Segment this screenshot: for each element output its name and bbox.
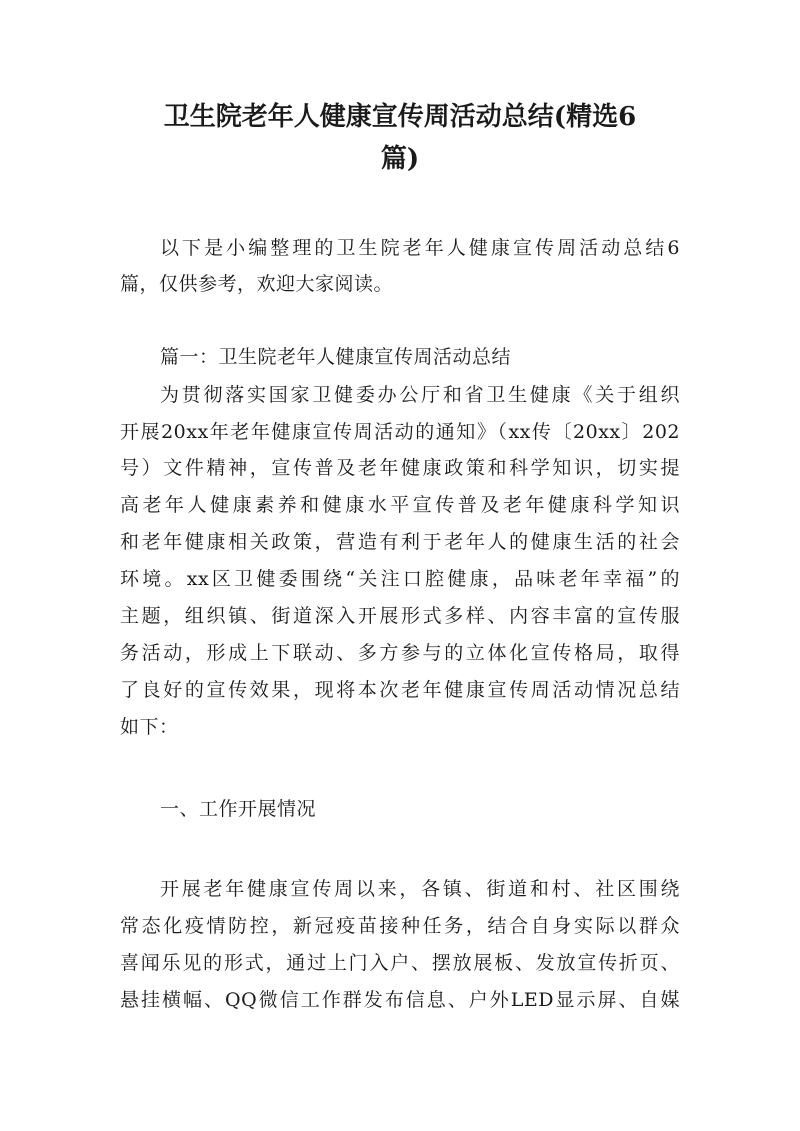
section1-paragraph-line: 了良好的宣传效果，现将本次老年健康宣传周活动情况总结 [120, 679, 680, 701]
section2-paragraph-line: 悬挂横幅、QQ微信工作群发布信息、户外LED显示屏、自媒 [120, 989, 680, 1011]
section1-paragraph-line: 务活动，形成上下联动、多方参与的立体化宣传格局，取得 [120, 642, 680, 664]
section2-paragraph-line: 开展老年健康宣传周以来，各镇、街道和村、社区围绕 [160, 878, 680, 900]
intro-line-2: 篇，仅供参考，欢迎大家阅读。 [120, 273, 394, 295]
subheading-work-situation: 一、工作开展情况 [160, 798, 317, 820]
section1-paragraph-line: 环境。xx区卫健委围绕“关注口腔健康，品味老年幸福”的 [120, 568, 680, 590]
section1-paragraph-line: 如下： [120, 716, 179, 738]
section1-paragraph-line: 开展20xx年老年健康宣传周活动的通知》（xx传〔20xx〕202 [120, 421, 680, 443]
section1-paragraph-line: 号）文件精神，宣传普及老年健康政策和科学知识，切实提 [120, 457, 680, 479]
section2-paragraph-line: 喜闻乐见的形式，通过上门入户、摆放展板、发放宣传折页、 [120, 952, 680, 974]
intro-line-1: 以下是小编整理的卫生院老年人健康宣传周活动总结6 [160, 237, 680, 259]
section1-heading: 篇一：卫生院老年人健康宣传周活动总结 [160, 346, 512, 368]
section1-paragraph-line: 为贯彻落实国家卫健委办公厅和省卫生健康《关于组织 [160, 384, 680, 406]
document-title-line-1: 卫生院老年人健康宣传周活动总结(精选6 [163, 102, 637, 132]
section2-paragraph-line: 常态化疫情防控，新冠疫苗接种任务，结合自身实际以群众 [120, 915, 680, 937]
section1-paragraph-line: 和老年健康相关政策，营造有利于老年人的健康生活的社会 [120, 531, 680, 553]
section1-paragraph-line: 主题，组织镇、街道深入开展形式多样、内容丰富的宣传服 [120, 605, 680, 627]
section1-paragraph-line: 高老年人健康素养和健康水平宣传普及老年健康科学知识 [120, 494, 680, 516]
document-title-line-2: 篇) [380, 144, 420, 174]
